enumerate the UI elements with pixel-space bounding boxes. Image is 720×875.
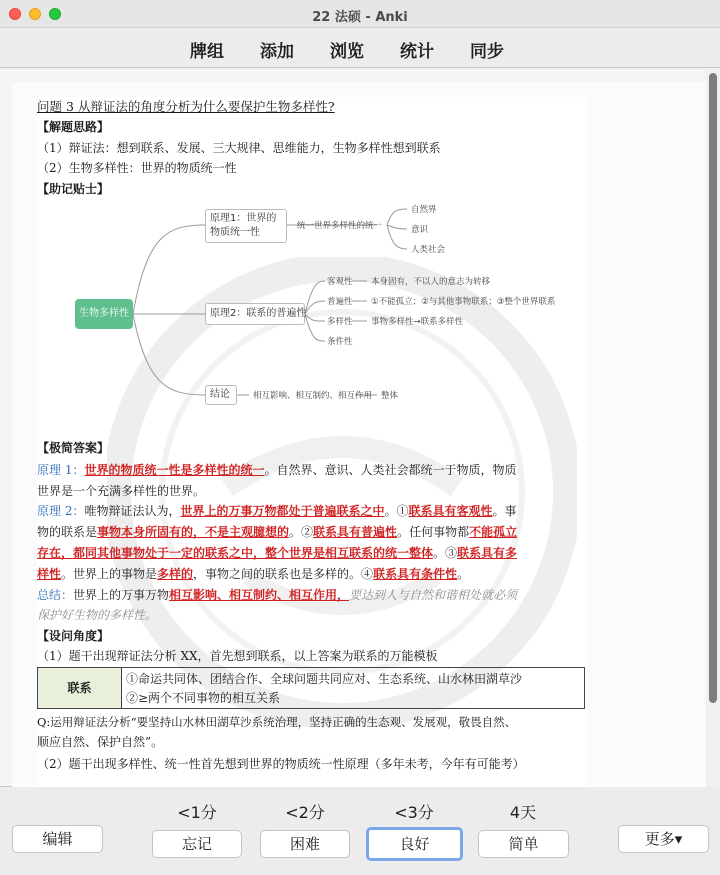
answer-p2-line2: 物的联系是事物本身所固有的，不是主观臆想的。②联系具有普遍性。任何事物都不能孤立 [37,525,518,539]
scrollbar-thumb[interactable] [709,73,717,703]
leaf-universality: 普遍性 [327,297,353,307]
card-view [12,82,706,787]
table-head: 联系 [38,668,122,708]
answer-p1-line1: 原理 1：世界的物质统一性是多样性的统一。自然界、意识、人类社会都统一于物质，物质 [37,463,517,477]
leaf-society: 人类社会 [411,245,446,255]
vertical-scrollbar[interactable] [706,69,720,787]
note-diversity: 事物多样性→联系多样性 [371,317,464,327]
mind-map-node-1 [205,209,287,243]
idea-line-1: （1）辩证法：想到联系、发展、三大规律、思维能力，生物多样性想到联系 [37,141,441,155]
heading-memo: 【助记贴士】 [37,182,110,196]
interval-again: <1分 [177,803,217,822]
q-line-1: Q:运用辩证法分析“要坚持山水林田湖草沙系统治理，坚持正确的生态观、发展观，敬畏自然、 [37,715,517,729]
more-button[interactable]: 更多▾ [618,825,709,853]
window-title: 22 法硕 - Anki [312,10,408,25]
hard-button[interactable]: 困难 [260,830,350,858]
interval-hard: <2分 [285,803,325,822]
heading-ideas: 【解题思路】 [37,120,110,134]
toolbar-decks[interactable]: 牌组 [190,42,224,62]
leaf-objectivity: 客观性 [327,277,353,287]
answer-p2-line3: 存在，都同其他事物处于一定的联系之中，整个世界是相互联系的统一整体。③联系具有多 [37,546,518,560]
node-1-edge-label: 统一世界多样性的统一 [297,221,383,231]
toolbar-stats[interactable]: 统计 [400,42,434,62]
answer-summary-line1: 总结：世界上的万事万物相互影响、相互制约、相互作用，要达到人与自然和谐相处就必须 [37,588,518,602]
node-1-label: 原理1：世界的物质统一性 [210,213,277,238]
interval-good: <3分 [394,803,434,822]
again-button[interactable]: 忘记 [152,830,242,858]
heading-answer: 【极简答案】 [37,441,110,455]
answer-bar [0,788,720,875]
node-3-text: 相互影响、相互制约、相互作用 [253,391,373,401]
question-title: 问题 3 从辩证法的角度分析为什么要保护生物多样性? [37,99,335,114]
mind-map [37,195,587,415]
answer-summary-line2: 保护好生物的多样性。 [37,608,158,622]
toolbar-sync[interactable]: 同步 [470,42,504,62]
heading-angle: 【设问角度】 [37,629,110,643]
toolbar-add[interactable]: 添加 [260,42,294,62]
node-3-tail: 整体 [381,391,399,401]
review-area [0,69,720,787]
node-3-label: 结论 [210,389,230,400]
note-objectivity: 本身固有，不以人的意志为转移 [371,277,491,287]
mind-map-node-2 [205,303,305,325]
leaf-diversity: 多样性 [327,317,353,327]
link-table [37,667,585,709]
mind-map-node-3 [205,385,237,405]
q-line-2: 顺应自然、保护自然”。 [37,735,164,749]
table-row-1: ①命运共同体、团结合作、全球问题共同应对、生态系统、山水林田湖草沙 [126,672,523,686]
main-toolbar [0,28,720,68]
card-image [37,97,587,787]
title-bar [0,0,720,28]
answer-p2-line4: 样性。世界上的事物是多样的，事物之间的联系也是多样的。④联系具有条件性。 [37,567,470,581]
toolbar-browse[interactable]: 浏览 [330,42,364,62]
edit-button[interactable]: 编辑 [12,825,103,853]
angle-line-2: （2）题干出现多样性、统一性首先想到世界的物质统一性原理（多年未考，今年有可能考） [37,757,525,771]
angle-line-1: （1）题干出现辩证法分析 XX，首先想到联系，以上答案为联系的万能模板 [37,649,438,663]
leaf-conditionality: 条件性 [327,337,353,347]
table-row-2: ②≥两个不同事物的相互关系 [126,691,281,705]
mind-map-root: 生物多样性 [75,299,133,329]
interval-easy: 4天 [509,803,537,822]
leaf-nature: 自然界 [411,205,437,215]
idea-line-2: （2）生物多样性：世界的物质统一性 [37,161,237,175]
note-universality: ①不能孤立；②与其他事物联系；③整个世界联系 [371,297,556,307]
good-button[interactable]: 良好 [366,827,463,861]
answer-p1-line2: 世界是一个充满多样性的世界。 [37,484,206,498]
easy-button[interactable]: 简单 [478,830,569,858]
leaf-consciousness: 意识 [411,225,429,235]
node-2-label: 原理2：联系的普遍性 [210,308,307,319]
answer-p2-line1: 原理 2：唯物辩证法认为，世界上的万事万物都处于普遍联系之中。①联系具有客观性。事 [37,504,517,518]
